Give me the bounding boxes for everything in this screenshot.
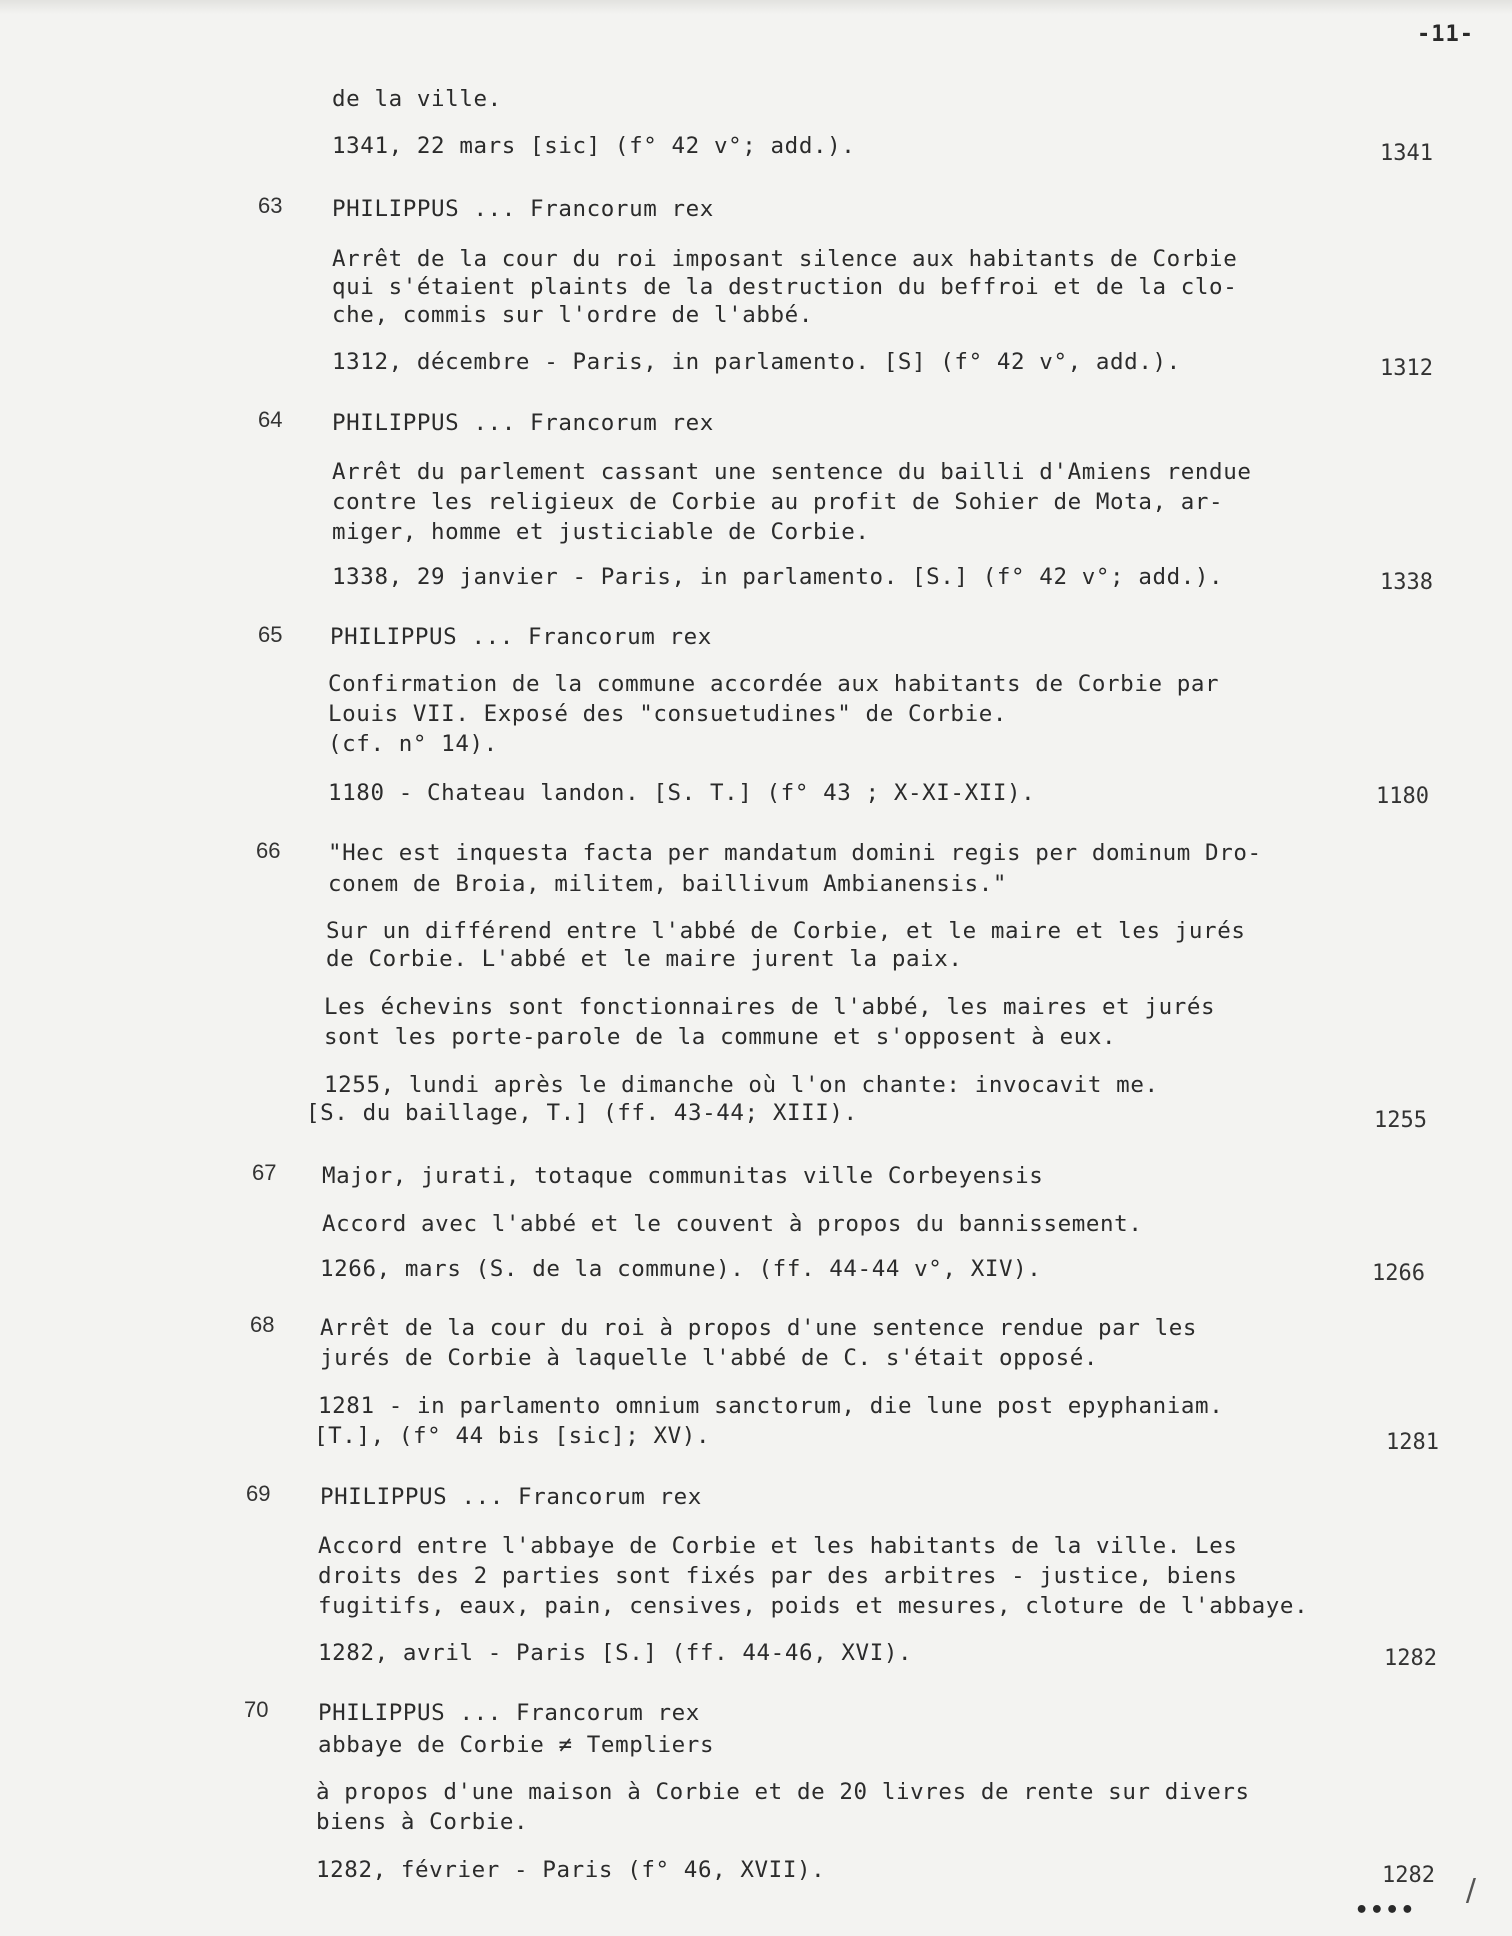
year-margin: 1281 xyxy=(1386,1430,1439,1455)
text-line: contre les religieux de Corbie au profit de Sohier de Mota, ar- xyxy=(332,489,1224,515)
entry-number: 64 xyxy=(258,407,283,432)
text-line: miger, homme et justiciable de Corbie. xyxy=(332,519,870,545)
text-line: droits des 2 parties sont fixés par des arbitres - justice, biens xyxy=(318,1563,1238,1589)
text-line: de la ville. xyxy=(332,86,502,112)
text-line: 1266, mars (S. de la commune). (ff. 44-44 v°, XIV). xyxy=(320,1256,1042,1282)
year-margin: 1255 xyxy=(1374,1108,1427,1133)
text-line: conem de Broia, militem, baillivum Ambianensis." xyxy=(328,871,1008,897)
scan-edge-shadow xyxy=(0,0,1512,14)
text-line: Accord entre l'abbaye de Corbie et les habitants de la ville. Les xyxy=(318,1533,1238,1559)
entry-number: 63 xyxy=(258,193,283,218)
entry-heading: Major, jurati, totaque communitas ville Corbeyensis xyxy=(322,1163,1044,1189)
year-margin: 1180 xyxy=(1376,784,1429,809)
entry-number: 69 xyxy=(246,1481,271,1506)
year-margin: 1266 xyxy=(1372,1261,1425,1286)
year-margin: 1282 xyxy=(1384,1646,1437,1671)
text-line: jurés de Corbie à laquelle l'abbé de C. s'était opposé. xyxy=(320,1345,1099,1371)
entry-number: 66 xyxy=(256,838,281,863)
entry-heading: PHILIPPUS ... Francorum rex xyxy=(330,624,712,650)
text-line: Accord avec l'abbé et le couvent à propos du bannissement. xyxy=(322,1211,1143,1237)
text-line: Les échevins sont fonctionnaires de l'abbé, les maires et jurés xyxy=(324,994,1216,1020)
text-line: 1312, décembre - Paris, in parlamento. [S] (f° 42 v°, add.). xyxy=(332,349,1181,375)
page-number: -11- xyxy=(1417,22,1474,47)
text-line: Arrêt du parlement cassant une sentence du bailli d'Amiens rendue xyxy=(332,459,1252,485)
text-line: che, commis sur l'ordre de l'abbé. xyxy=(332,302,813,328)
year-margin: 1338 xyxy=(1380,570,1433,595)
text-line: 1282, avril - Paris [S.] (ff. 44-46, XVI). xyxy=(318,1640,913,1666)
text-line: abbaye de Corbie ≠ Templiers xyxy=(318,1732,715,1758)
text-line: biens à Corbie. xyxy=(316,1809,529,1835)
entry-number: 65 xyxy=(258,622,283,647)
entry-number: 68 xyxy=(250,1312,275,1337)
text-line: Confirmation de la commune accordée aux habitants de Corbie par xyxy=(328,671,1220,697)
text-line: fugitifs, eaux, pain, censives, poids et mesures, cloture de l'abbaye. xyxy=(318,1593,1309,1619)
text-line: [S. du baillage, T.] (ff. 43-44; XIII). xyxy=(306,1100,858,1126)
entry-number: 70 xyxy=(244,1697,269,1722)
text-line: Louis VII. Exposé des "consuetudines" de Corbie. xyxy=(328,701,1008,727)
text-line: Arrêt de la cour du roi à propos d'une sentence rendue par les xyxy=(320,1315,1198,1341)
text-line: [T.], (f° 44 bis [sic]; XV). xyxy=(314,1423,711,1449)
year-margin: 1312 xyxy=(1380,356,1433,381)
text-line: Sur un différend entre l'abbé de Corbie, et le maire et les jurés xyxy=(326,918,1246,944)
entry-heading: PHILIPPUS ... Francorum rex xyxy=(332,410,714,436)
entry-number: 67 xyxy=(252,1160,277,1185)
text-line: 1338, 29 janvier - Paris, in parlamento. [S.] (f° 42 v°; add.). xyxy=(332,564,1224,590)
footer-slash-mark: / xyxy=(1465,1873,1476,1908)
entry-heading: PHILIPPUS ... Francorum rex xyxy=(320,1484,702,1510)
text-line: qui s'étaient plaints de la destruction du beffroi et de la clo- xyxy=(332,274,1238,300)
text-line: (cf. n° 14). xyxy=(328,731,498,757)
text-line: sont les porte-parole de la commune et s'opposent à eux. xyxy=(324,1024,1117,1050)
text-line: "Hec est inquesta facta per mandatum domini regis per dominum Dro- xyxy=(328,840,1262,866)
text-line: Arrêt de la cour du roi imposant silence aux habitants de Corbie xyxy=(332,246,1238,272)
text-line: 1255, lundi après le dimanche où l'on chante: invocavit me. xyxy=(324,1072,1159,1098)
text-line: 1180 - Chateau landon. [S. T.] (f° 43 ; X-XI-XII). xyxy=(328,780,1036,806)
year-margin: 1341 xyxy=(1380,141,1433,166)
entry-heading: PHILIPPUS ... Francorum rex xyxy=(318,1700,700,1726)
text-line: 1282, février - Paris (f° 46, XVII). xyxy=(316,1857,826,1883)
text-line: 1341, 22 mars [sic] (f° 42 v°; add.). xyxy=(332,133,856,159)
text-line: de Corbie. L'abbé et le maire jurent la paix. xyxy=(326,946,963,972)
footer-dots: •••• xyxy=(1355,1898,1416,1923)
text-line: à propos d'une maison à Corbie et de 20 livres de rente sur divers xyxy=(316,1779,1250,1805)
entry-heading: PHILIPPUS ... Francorum rex xyxy=(332,196,714,222)
year-margin: 1282 xyxy=(1382,1863,1435,1888)
text-line: 1281 - in parlamento omnium sanctorum, die lune post epyphaniam. xyxy=(318,1393,1224,1419)
